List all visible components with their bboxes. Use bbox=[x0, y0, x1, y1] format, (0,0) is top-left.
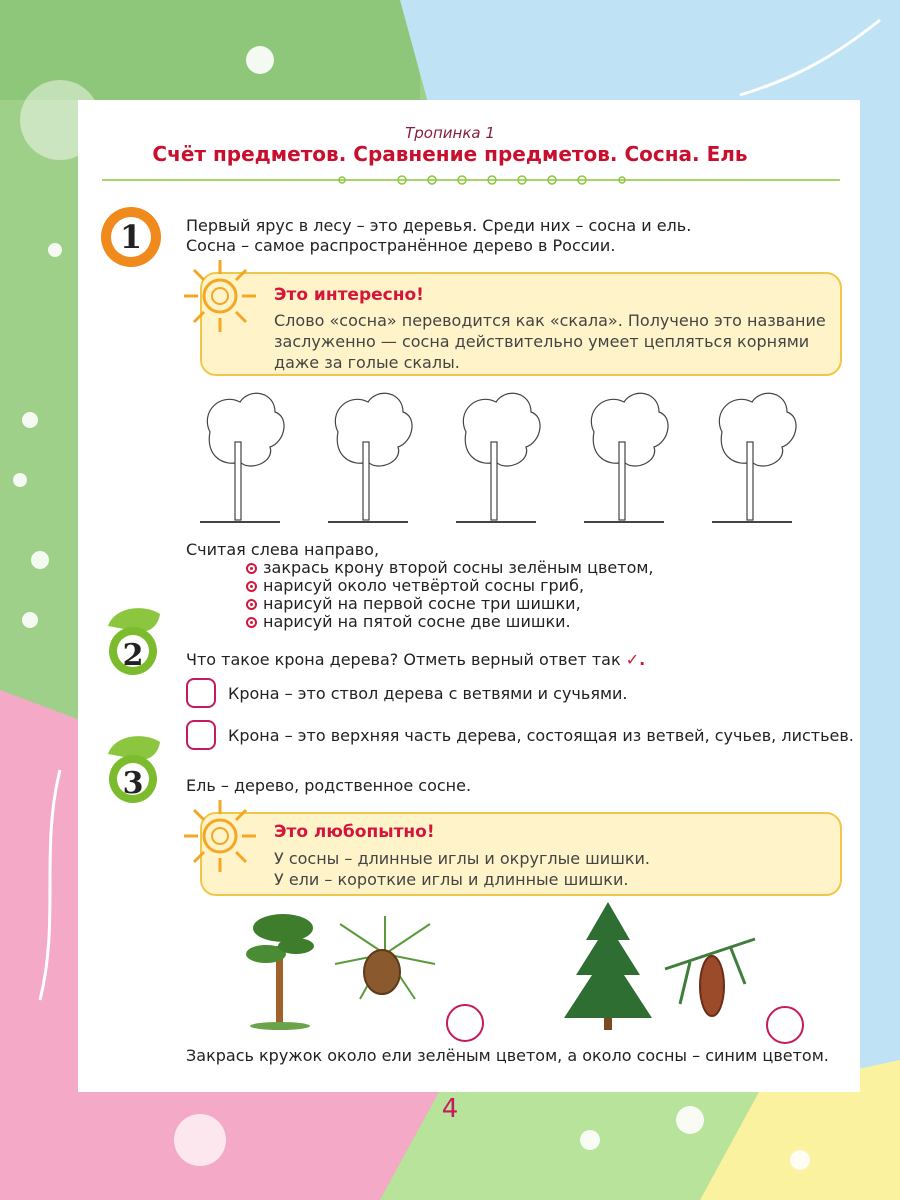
spruce-cone-image bbox=[660, 924, 760, 1024]
spruce-tree-image bbox=[556, 900, 660, 1032]
page-number: 4 bbox=[441, 1094, 459, 1124]
pine-tree-image bbox=[238, 906, 322, 1032]
bullet-icon bbox=[246, 563, 257, 574]
info-text-line-2: заслуженно — сосна действительно умеет цепляться корнями bbox=[274, 332, 810, 351]
task-1-item-1-text: закрась крону второй сосны зелёным цветом, bbox=[263, 558, 654, 577]
task-1-item-3-text: нарисуй на первой сосне три шишки, bbox=[263, 594, 581, 613]
info-title-interesting: Это интересно! bbox=[274, 285, 424, 305]
answer-option-1: Крона – это ствол дерева с ветвями и сучьями. bbox=[228, 684, 628, 703]
bullet-icon bbox=[246, 617, 257, 628]
pine-cone-image bbox=[330, 914, 440, 1006]
info-text-line-1: Слово «сосна» переводится как «скала». Получено это название bbox=[274, 311, 826, 330]
task-1-item-2 bbox=[246, 576, 584, 596]
title-ornament bbox=[102, 172, 840, 188]
section-subtitle: Тропинка 1 bbox=[405, 124, 495, 142]
bullet-icon bbox=[246, 581, 257, 592]
task-1-item-4 bbox=[246, 612, 571, 632]
task-2-question-text: Что такое крона дерева? Отметь верный ответ так bbox=[186, 650, 621, 669]
task-1-item-3 bbox=[246, 594, 581, 614]
task-3-instruction: Закрась кружок около ели зелёным цветом, а около сосны – синим цветом. bbox=[186, 1046, 829, 1065]
answer-checkbox-2[interactable] bbox=[186, 720, 216, 750]
info-text-line-3: даже за голые скалы. bbox=[274, 353, 460, 372]
task-3-number: 3 bbox=[122, 766, 144, 801]
bullet-icon bbox=[246, 599, 257, 610]
answer-option-2: Крона – это верхняя часть дерева, состоящая из ветвей, сучьев, листьев. bbox=[228, 726, 854, 745]
task-3-line: Ель – дерево, родственное сосне. bbox=[186, 776, 472, 795]
answer-checkbox-1[interactable] bbox=[186, 678, 216, 708]
info-title-curious: Это любопытно! bbox=[274, 822, 435, 842]
task-2-question bbox=[186, 650, 645, 670]
info-curious-line-2: У ели – короткие иглы и длинные шишки. bbox=[274, 870, 629, 889]
task-1-line-1: Первый ярус в лесу – это деревья. Среди них – сосна и ель. bbox=[186, 216, 692, 235]
task-1-number: 1 bbox=[119, 218, 143, 256]
check-mark-icon: ✓. bbox=[625, 650, 646, 669]
sun-icon bbox=[180, 256, 260, 336]
task-2-number: 2 bbox=[122, 638, 144, 673]
task-1-item-1 bbox=[246, 558, 654, 578]
info-curious-line-1: У сосны – длинные иглы и округлые шишки. bbox=[274, 849, 650, 868]
spruce-answer-circle[interactable] bbox=[766, 1006, 804, 1044]
page-title: Счёт предметов. Сравнение предметов. Сосна. Ель bbox=[152, 142, 748, 166]
task-1-item-2-text: нарисуй около четвёртой сосны гриб, bbox=[263, 576, 585, 595]
task-1-lead: Считая слева направо, bbox=[186, 540, 380, 559]
pine-trees-row bbox=[190, 382, 830, 532]
pine-answer-circle[interactable] bbox=[446, 1004, 484, 1042]
task-1-item-4-text: нарисуй на пятой сосне две шишки. bbox=[263, 612, 571, 631]
task-1-line-2: Сосна – самое распространённое дерево в России. bbox=[186, 236, 616, 255]
sun-icon bbox=[180, 796, 260, 876]
